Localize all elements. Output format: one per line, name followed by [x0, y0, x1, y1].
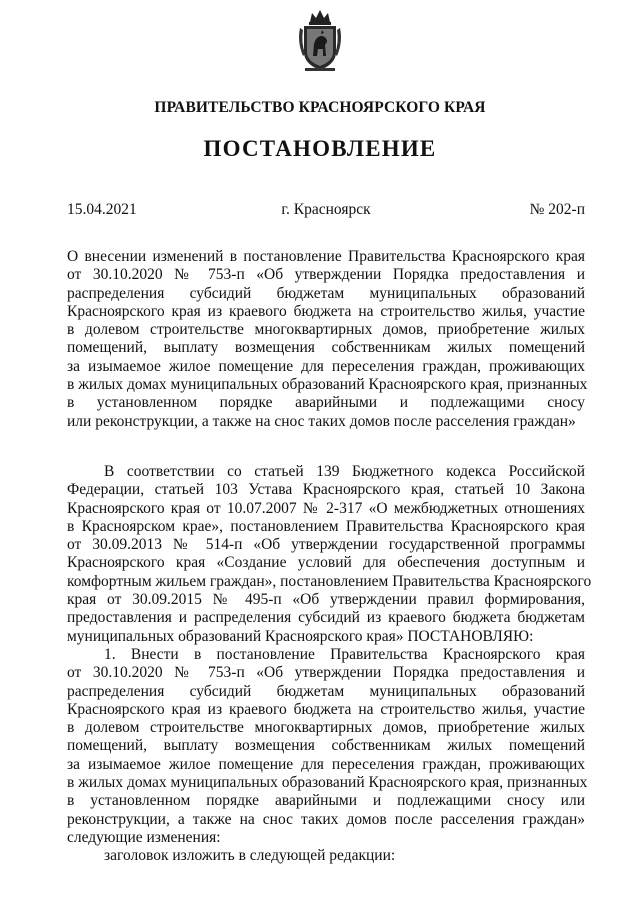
title-line: за изымаемое жилое помещение для переселения граждан, проживающих [67, 357, 585, 375]
title-line: в установленном порядке аварийными и подлежащими сносу [67, 394, 585, 412]
title-line: помещений, выплату возмещения собственникам жилых помещений [67, 339, 585, 357]
body-line: помещений, выплату возмещения собственникам жилых помещений [67, 737, 585, 755]
body-line: Федерации, статьей 103 Устава Красноярского края, статьей 10 Закона [67, 481, 585, 499]
body-line: от 30.09.2013 № 514-п «Об утверждении государственной программы [67, 536, 585, 554]
body-line: края от 30.09.2015 № 495-п «Об утверждении правил формирования, [67, 591, 585, 609]
body-line: реконструкции, а также на снос таких домов после расселения граждан» [67, 810, 585, 828]
title-line: в долевом строительстве многоквартирных домов, приобретение жилых [67, 321, 585, 339]
coat-of-arms-icon [297, 8, 343, 74]
body-line: следующие изменения: [67, 828, 221, 846]
body-line: предоставления и распределения субсидий из краевого бюджета бюджетам [67, 609, 585, 627]
body-line: от 30.10.2020 № 753-п «Об утверждении Порядка предоставления и [67, 664, 585, 682]
title-line: от 30.10.2020 № 753-п «Об утверждении Порядка предоставления и [67, 266, 585, 284]
body-line: за изымаемое жилое помещение для переселения граждан, проживающих [67, 755, 585, 773]
document-body [67, 463, 592, 866]
body-line: в жилых домах муниципальных образований Красноярского края, признанных [67, 774, 588, 792]
title-line: Красноярского края из краевого бюджета на строительство жилья, участие [67, 302, 585, 320]
title-line: О внесении изменений в постановление Правительства Красноярского края [67, 248, 585, 265]
document-number: № 202-п [529, 201, 585, 218]
body-line: Красноярского края от 10.07.2007 № 2-317 «О межбюджетных отношениях [67, 499, 585, 517]
body-line: муниципальных образований Красноярского края» ПОСТАНОВЛЯЮ: [67, 627, 534, 645]
body-line: комфортным жильем граждан», постановлением Правительства Красноярского [67, 572, 592, 590]
body-line: в Красноярском крае», постановлением Правительства Красноярского края [67, 517, 585, 535]
document-meta [67, 201, 585, 221]
body-line: заголовок изложить в следующей редакции: [104, 847, 396, 865]
document-type: ПОСТАНОВЛЕНИЕ [203, 136, 437, 161]
body-line: В соответствии со статьей 139 Бюджетного кодекса Российской [104, 463, 585, 480]
title-line: распределения субсидий бюджетам муниципальных образований [67, 284, 585, 302]
document-city: г. Красноярск [281, 201, 371, 218]
body-line: 1. Внести в постановление Правительства Красноярского края [104, 645, 585, 663]
title-line: в жилых домах муниципальных образований Красноярского края, признанных [67, 376, 588, 394]
government-name: ПРАВИТЕЛЬСТВО КРАСНОЯРСКОГО КРАЯ [154, 99, 486, 116]
body-line: Красноярского края «Создание условий для обеспечения доступным и [67, 554, 585, 572]
document-date: 15.04.2021 [67, 201, 137, 218]
document-title [67, 248, 588, 431]
body-line: в установленном порядке аварийными и подлежащими сносу или [67, 792, 585, 810]
title-line: или реконструкции, а также на снос таких домов после расселения граждан» [67, 412, 576, 430]
body-line: в долевом строительстве многоквартирных домов, приобретение жилых [67, 719, 585, 737]
body-line: Красноярского края из краевого бюджета на строительство жилья, участие [67, 700, 585, 718]
body-line: распределения субсидий бюджетам муниципальных образований [67, 682, 585, 700]
